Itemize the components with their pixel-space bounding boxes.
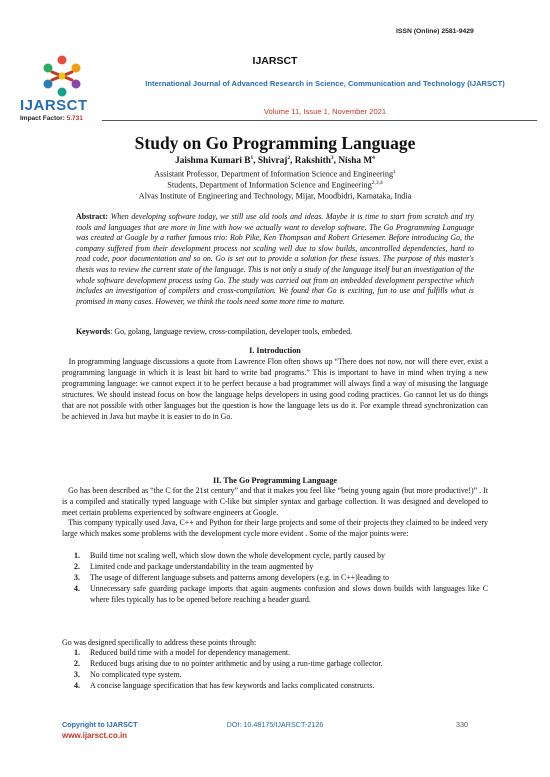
list-item: 4. A concise language specification that has few keywords and lacks complicated constructs. xyxy=(74,680,375,690)
brand-name: IJARSCT xyxy=(20,97,88,114)
affiliation: Students, Department of Information Science and Engineering$^{2,3,4}$ xyxy=(167,180,383,190)
keywords-label: Keywords xyxy=(76,327,111,336)
author: Nisha $M^4$ xyxy=(338,155,375,167)
volume-issue: Volume 11, Issue 1, November 2021 xyxy=(263,107,387,116)
page-number: 330 xyxy=(456,720,468,729)
author: Shivraj$^2$, xyxy=(257,155,295,167)
abstract-text: When developing software today, we still use old tools and ideas. Maybe it is time to start from scratch and try tools and languages that are more in line with how we actually want to develop software. The Go Programming Language was created at Google by a rather famous trio: Rob Pike, Ken Thompson and Robert Griesemer. Before introducing Go, the company suffered from their development process not scaling well due to slow builds, uncontrolled dependencies, hard to read code, poor documentation and so on. Go is set out to provide a solution for these issues. The purpose of this master's thesis was to review the current state of the language. This is not only a study of the language itself but an investigation of the whole software development process using Go. The study was carried out from an embedded development perspective which includes an investigation of compilers and cross-compilation. We found that Go is exciting, fun to use and fulfills what is promised in many cases. However, we think the tools need some more time to mature. xyxy=(76,212,474,306)
solutions-list xyxy=(62,648,488,692)
list-item: 2. Limited code and package understandability in the team augmented by xyxy=(74,561,314,571)
journal-short-name: IJARSCT xyxy=(252,55,298,67)
list-item: 4. Unnecessary safe guarding package imports that again augments confusion and slows down builds with languages like C where files typically has to be opened before reaching a header guard. xyxy=(74,583,488,604)
impact-factor xyxy=(20,115,83,122)
author-list xyxy=(0,155,550,166)
problems-list xyxy=(62,551,488,606)
list-item: 2. Reduced bugs arising due to no pointer arithmetic and by using a run-time garbage collector. xyxy=(74,658,383,668)
list-lead-text: Go was designed specifically to address these points through: xyxy=(62,638,257,647)
issn-label: ISSN (Online) 2581-9429 xyxy=(396,28,474,35)
list-item: 1. Build time not scaling well, which slow down the whole development cycle, partly caused by xyxy=(74,551,385,560)
paper-title: Study on Go Programming Language xyxy=(134,133,416,153)
list-item: 3. No complicated type system. xyxy=(74,669,182,679)
body-paragraph: This company typically used Java, C++ and Python for their large projects and some of their projects they claimed to be indeed very large which makes some problems with the development cycle more evident . Some of the major points were: xyxy=(62,518,488,538)
affiliation: Alvas Institute of Engineering and Technology, Mijar, Moodbidri, Karnataka, India xyxy=(138,191,412,201)
footer-copyright: Copyright to IJARSCT xyxy=(62,720,138,729)
footer-doi[interactable]: DOI: 10.48175/IJARSCT-2126 xyxy=(226,720,324,729)
ijarsct-logo-icon xyxy=(34,54,90,98)
keywords xyxy=(76,327,474,336)
author: Jaishma Kumari $B^1$, xyxy=(175,155,258,167)
impact-factor-label: Impact Factor: xyxy=(20,115,67,122)
list-item: 1. Reduced build time with a model for dependency management. xyxy=(74,648,291,657)
section-heading-go-language: II. The Go Programming Language xyxy=(212,476,338,485)
introduction-paragraph: In programming language discussions a quote from Lawrence Flon often shows up “There does not now, nor will there ever, exist a programming language in which it is least bit hard to write bad programs.” This is important to have in mind when trying a new programming language: we cannot expect it to be perfect because a bad programmer will always find a way of misusing the language structures. We should instead focus on how the language helps developers in using good coding practices. Go cannot let us do things that are not possible with other languages but the question is how the language lets us do it. For example thread synchronization can be achieved in Java but maybe it is easier to do in Go. xyxy=(62,357,488,421)
header-divider xyxy=(102,120,537,121)
impact-factor-value: 5.731 xyxy=(66,115,83,122)
author: Rakshith$^3$, xyxy=(294,155,339,167)
keywords-text: : Go, golang, language review, cross-compilation, developer tools, embeded. xyxy=(110,327,353,336)
affiliation: Assistant Professor, Department of Information Science and Engineering$^1$ xyxy=(154,169,396,179)
body-paragraph: Go has been described as “the C for the 21st century” and that it makes you feel like “being young again (but more productive!)” . It is a compiled and statically typed language with C-like but simpler syntax and garbage collection. It was designed and developed to meet certain problems experienced by software engineers at Google. xyxy=(62,486,488,517)
footer-website-link[interactable]: www.ijarsct.co.in xyxy=(62,731,128,740)
abstract-label: Abstract: xyxy=(76,212,108,221)
list-item: 3. The usage of different language subsets and patterns among developers (e.g. in C++)leading to xyxy=(74,572,390,582)
section-heading-introduction: I. Introduction xyxy=(249,346,301,355)
journal-full-name: International Journal of Advanced Research in Science, Communication and Technology (IJARSCT) xyxy=(145,79,505,88)
abstract xyxy=(76,212,474,307)
